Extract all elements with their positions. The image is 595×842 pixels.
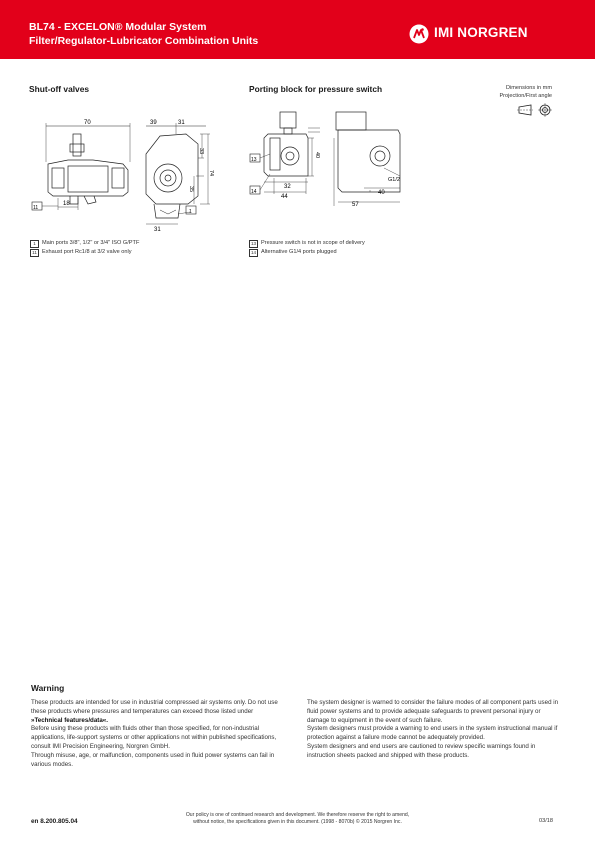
disclaimer-line2: without notice, the specifications given in this document. (1998 - 8070b) © 2015 Norgren Inc. [193,819,402,825]
shutoff-valves-drawing [28,114,218,234]
dim-33: 33 [198,148,204,155]
warning-paragraph: Before using these products with fluids other than those specified, for non-industrial applications, life-support systems or other applications not within published specifications, consult IMI Precision Engineering, Norgren GmbH. [31,725,277,750]
first-angle-projection-icon [517,103,557,117]
shutoff-legend [30,239,139,257]
header-title-line1: BL74 - EXCELON® Modular System [29,21,207,33]
dim-31-top: 31 [178,120,185,126]
dimensions-note-line1: Dimensions in mm [505,85,552,91]
footer-disclaimer [120,812,475,826]
dim-74: 74 [208,170,214,177]
page-header [0,0,595,59]
warning-paragraph: These products are intended for use in industrial compressed air systems only. Do not use these products where pressures and temperatures can exceed those listed under [31,699,278,715]
disclaimer-line1: Our policy is one of continued research and development. We therefore reserve the right to amend, [185,812,410,818]
header-title [29,20,258,48]
dimensions-note [499,84,552,100]
dim-40-vertical: 40 [314,152,320,159]
footer-date: 03/18 [539,818,553,824]
technical-features-reference: »Technical features/data«. [31,716,108,724]
legend-number: 14 [250,249,257,255]
callout-14: 14 [251,189,257,195]
legend-number: 13 [250,240,257,246]
dim-40-horizontal: 40 [378,190,385,196]
warning-left-column [31,699,286,769]
callout-1: 1 [189,209,192,215]
callout-11: 11 [33,205,39,211]
dim-70: 70 [84,120,91,126]
porting-block-title: Porting block for pressure switch [249,84,383,94]
legend-text: Alternative G1/4 ports plugged [261,249,337,255]
legend-text: Pressure switch is not in scope of delivery [261,240,365,246]
document-number: en 8.200.805.04 [31,818,78,825]
porting-block-drawing [248,108,413,208]
warning-paragraph: Through misuse, age, or malfunction, components used in fluid power systems can fail in various modes. [31,751,275,768]
legend-item [249,248,365,257]
legend-item [30,239,139,248]
legend-number: 11 [30,249,39,257]
dim-31-bottom: 31 [154,227,161,233]
dim-35: 35 [188,186,194,193]
dim-18: 18 [63,201,70,207]
norgren-emblem-icon [409,24,429,44]
porting-legend [249,239,365,257]
warning-paragraph: System designers must provide a warning to end users in the system instructional manual if protection against a failure mode cannot be adequately provided. [307,725,558,742]
dim-57: 57 [352,202,359,208]
dim-39: 39 [150,120,157,126]
warning-right-column [307,699,562,761]
dim-44: 44 [281,194,288,200]
legend-text: Exhaust port Rc1/8 at 3/2 valve only [42,249,132,255]
dim-32: 32 [284,184,291,190]
legend-item [30,248,139,257]
legend-item [249,239,365,248]
warning-paragraph: The system designer is warned to consider the failure modes of all component parts used in fluid power systems and to provide adequate safeguards to prevent personal injury or damage to equipment in the event of such failure. [307,699,559,724]
shutoff-valves-title: Shut-off valves [29,84,90,94]
dimensions-note-line2: Projection/First angle [499,93,552,99]
header-title-line2: Filter/Regulator-Lubricator Combination Units [29,35,259,47]
warning-title: Warning [31,683,65,693]
warning-paragraph: System designers and end users are cautioned to review specific warnings found in instruction sheets packed and shipped with these products. [307,742,536,759]
legend-number: 1 [30,240,39,248]
callout-13: 13 [251,157,257,163]
brand-name: IMI NORGREN [434,25,528,40]
imi-norgren-logo [409,24,559,46]
legend-text: Main ports 3/8", 1/2" or 3/4" ISO G/PTF [42,240,140,246]
port-g1-2: G1/2 [388,177,400,183]
